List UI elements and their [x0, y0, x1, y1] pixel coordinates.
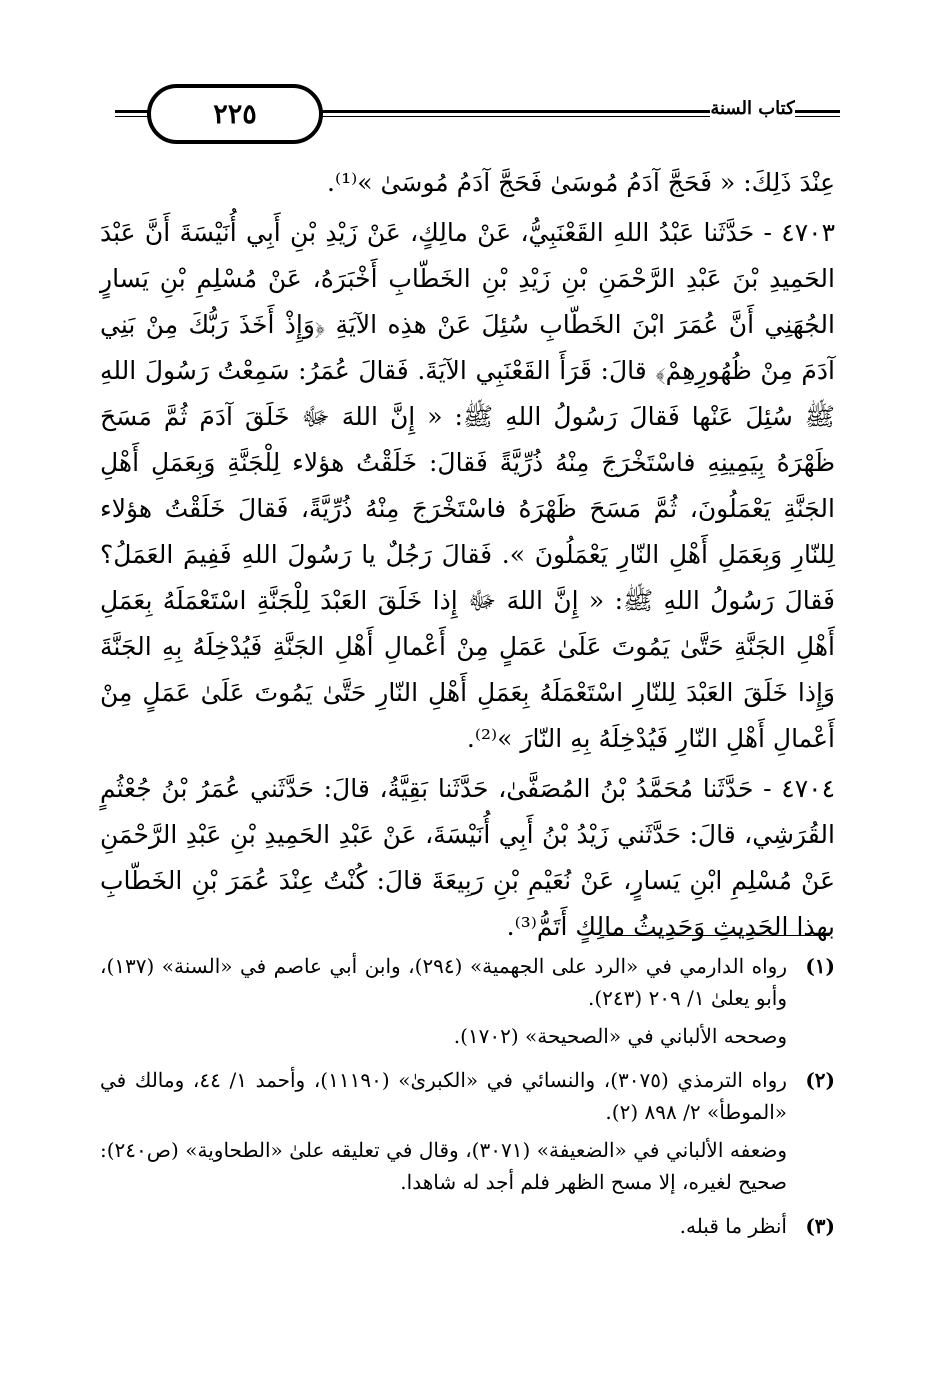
footnote-line: وضعفه الألباني في «الضعيفة» (٣٠٧١)، وقال في تعليقه علىٰ «الطحاوية» (ص٢٤٠): صحيح لغيره، إلا مسح الظهر فلم أجد له شاهدا.: [100, 1138, 788, 1194]
header-rule-right: [795, 110, 840, 117]
paragraph: عِنْدَ ذَلِكَ: « فَحَجَّ آدَمُ مُوسَىٰ فَحَجَّ آدَمُ مُوسَىٰ »⁽¹⁾.: [327, 168, 835, 197]
footnote-text: [100, 950, 787, 1058]
footnote: [100, 1064, 835, 1204]
footnote-number: (٣): [805, 1214, 835, 1238]
footnote-text: [100, 1210, 787, 1248]
page-number: ٢٢٥: [147, 84, 323, 144]
main-text: [100, 160, 835, 954]
header-rule-middle: [320, 110, 710, 117]
footnotes: [100, 950, 835, 1254]
paragraph: ٤٧٠٤ - حَدَّثَنا مُحَمَّدُ بْنُ المُصَفَّىٰ، حَدَّثَنا بَقِيَّةُ، قالَ: حَدَّثَني عُمَرُ بْنُ جُعْثُمٍ القُرَشِي، قالَ: حَدَّثَني زَيْدُ بْنُ أَبِي أُنَيْسَةَ، عَنْ عَبْدِ الحَمِيدِ بْنِ عَبْدِ الرَّحْمَنِ عَنْ مُسْلِمِ ابْنِ يَسارٍ، عَنْ نُعَيْمِ بْنِ رَبِيعَةَ قالَ: كُنْتُ عِنْدَ عُمَرَ بْنِ الخَطّابِ بهذا الحَدِيثِ وَحَدِيثُ مالِكٍ أَتَمُّ⁽³⁾.: [100, 774, 835, 941]
footnote-line: رواه الترمذي (٣٠٧٥)، والنسائي في «الكبرىٰ» (١١١٩٠)، وأحمد ١/ ٤٤، ومالك في «الموطأ» ٢/ ٨٩٨ (٢).: [100, 1068, 787, 1124]
footnote-separator: [600, 935, 830, 936]
footnote-number: (١): [805, 954, 835, 978]
page-header: [105, 88, 835, 158]
footnote-line: أنظر ما قبله.: [679, 1214, 787, 1238]
footnote-number: (٢): [805, 1068, 835, 1092]
footnote-line: وصححه الألباني في «الصحيحة» (١٧٠٢).: [453, 1024, 787, 1048]
footnote: [100, 950, 835, 1058]
paragraph: ٤٧٠٣ - حَدَّثَنا عَبْدُ اللهِ القَعْنَبِيُّ، عَنْ مالِكٍ، عَنْ زَيْدِ بْنِ أَبِي أُنَيْسَةَ أَنَّ عَبْدَ الحَمِيدِ بْنَ عَبْدِ الرَّحْمَنِ بْنِ زَيْدِ بْنِ الخَطّابِ أَخْبَرَهُ، عَنْ مُسْلِمِ بْنِ يَسارٍ الجُهَنِي أَنَّ عُمَرَ ابْنَ الخَطّابِ سُئِلَ عَنْ هذِه الآيَةِ ﴿وَإِذْ أَخَذَ رَبُّكَ مِنْ بَنِي آدَمَ مِنْ ظُهُورِهِمْ﴾ قالَ: قَرَأَ القَعْنَبِي الآيَةَ. فَقالَ عُمَرُ: سَمِعْتُ رَسُولَ اللهِ ﷺ سُئِلَ عَنْها فَقالَ رَسُولُ اللهِ ﷺ: « إِنَّ اللهَ ﷻ خَلَقَ آدَمَ ثُمَّ مَسَحَ ظَهْرَهُ بِيَمِينِهِ فاسْتَخْرَجَ مِنْهُ ذُرِّيَّةً فَقالَ: خَلَقْتُ هؤلاء لِلْجَنَّةِ وَبِعَمَلِ أَهْلِ الجَنَّةِ يَعْمَلُونَ، ثُمَّ مَسَحَ ظَهْرَهُ فاسْتَخْرَجَ مِنْهُ ذُرِّيَّةً، فَقالَ خَلَقْتُ هؤلاء لِلنّارِ وَبِعَمَلِ أَهْلِ النّارِ يَعْمَلُونَ ». فَقالَ رَجُلٌ يا رَسُولَ اللهِ فَفِيمَ العَمَلُ؟ فَقالَ رَسُولُ اللهِ ﷺ: « إِنَّ اللهَ ﷻ إِذا خَلَقَ العَبْدَ لِلْجَنَّةِ اسْتَعْمَلَهُ بِعَمَلِ أَهْلِ الجَنَّةِ حَتَّىٰ يَمُوتَ عَلَىٰ عَمَلٍ مِنْ أَعْمالِ أَهْلِ الجَنَّةِ فَيُدْخِلَهُ بِهِ الجَنَّةَ وَإِذا خَلَقَ العَبْدَ لِلنّارِ اسْتَعْمَلَهُ بِعَمَلِ أَهْلِ النّارِ حَتَّىٰ يَمُوتَ عَلَىٰ عَمَلٍ مِنْ أَعْمالِ أَهْلِ النّارِ فَيُدْخِلَهُ بِهِ النّارَ »⁽²⁾.: [100, 218, 835, 753]
footnote-line: رواه الدارمي في «الرد على الجهمية» (٢٩٤)، وابن أبي عاصم في «السنة» (١٣٧)، وأبو يعلىٰ ١/ ٢٠٩ (٢٤٣).: [100, 954, 787, 1010]
footnote-text: [100, 1064, 787, 1204]
footnote: [100, 1210, 835, 1248]
book-title: كتاب السنة: [710, 98, 795, 119]
